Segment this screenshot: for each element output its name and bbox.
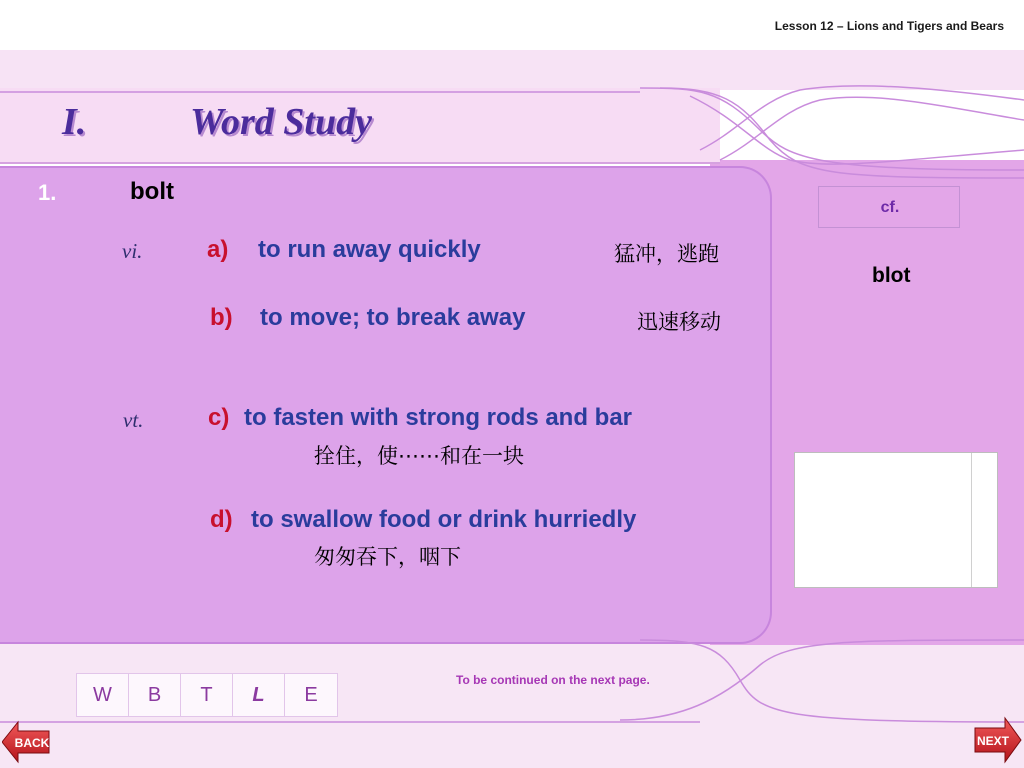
compare-label: cf.	[880, 199, 900, 216]
section-number: I.	[62, 101, 87, 143]
entry-word: bolt	[130, 178, 174, 205]
lesson-title: Lesson 12 – Lions and Tigers and Bears	[774, 19, 1004, 33]
next-button-label: NEXT	[976, 734, 1010, 748]
nav-letter-w[interactable]: W	[77, 674, 129, 716]
sense-letter: b)	[210, 304, 233, 331]
back-button[interactable]	[2, 720, 50, 764]
sense-definition: to run away quickly	[258, 236, 481, 263]
sense-letter: c)	[208, 404, 230, 431]
nav-letter-e[interactable]: E	[285, 674, 337, 716]
section-title: Word Study	[190, 101, 372, 143]
back-button-label: BACK	[14, 736, 50, 750]
sense-definition: to fasten with strong rods and bar	[244, 404, 633, 431]
sense-definition: to swallow food or drink hurriedly	[251, 506, 637, 533]
sense-translation: 猛冲，逃跑	[614, 242, 719, 266]
sense-translation: 匆匆吞下，咽下	[314, 545, 461, 569]
sense-definition: to move; to break away	[260, 304, 526, 331]
nav-letter-b[interactable]: B	[129, 674, 181, 716]
image-placeholder	[794, 452, 998, 588]
compare-word: blot	[872, 264, 911, 287]
placeholder-divider	[971, 453, 972, 587]
sense-translation: 拴住，使⋯⋯和在一块	[314, 444, 524, 468]
nav-letter-t[interactable]: T	[181, 674, 233, 716]
nav-letters	[76, 673, 338, 717]
sense-letter: a)	[207, 236, 229, 263]
sense-letter: d)	[210, 506, 233, 533]
sense-translation: 迅速移动	[637, 310, 721, 334]
pos-label: vt.	[123, 408, 144, 432]
pos-label: vi.	[122, 239, 143, 263]
continue-note: To be continued on the next page.	[456, 673, 650, 687]
compare-box	[818, 186, 960, 228]
entry-number: 1.	[38, 180, 57, 205]
next-button[interactable]	[974, 716, 1022, 764]
nav-letter-l[interactable]: L	[233, 674, 285, 716]
